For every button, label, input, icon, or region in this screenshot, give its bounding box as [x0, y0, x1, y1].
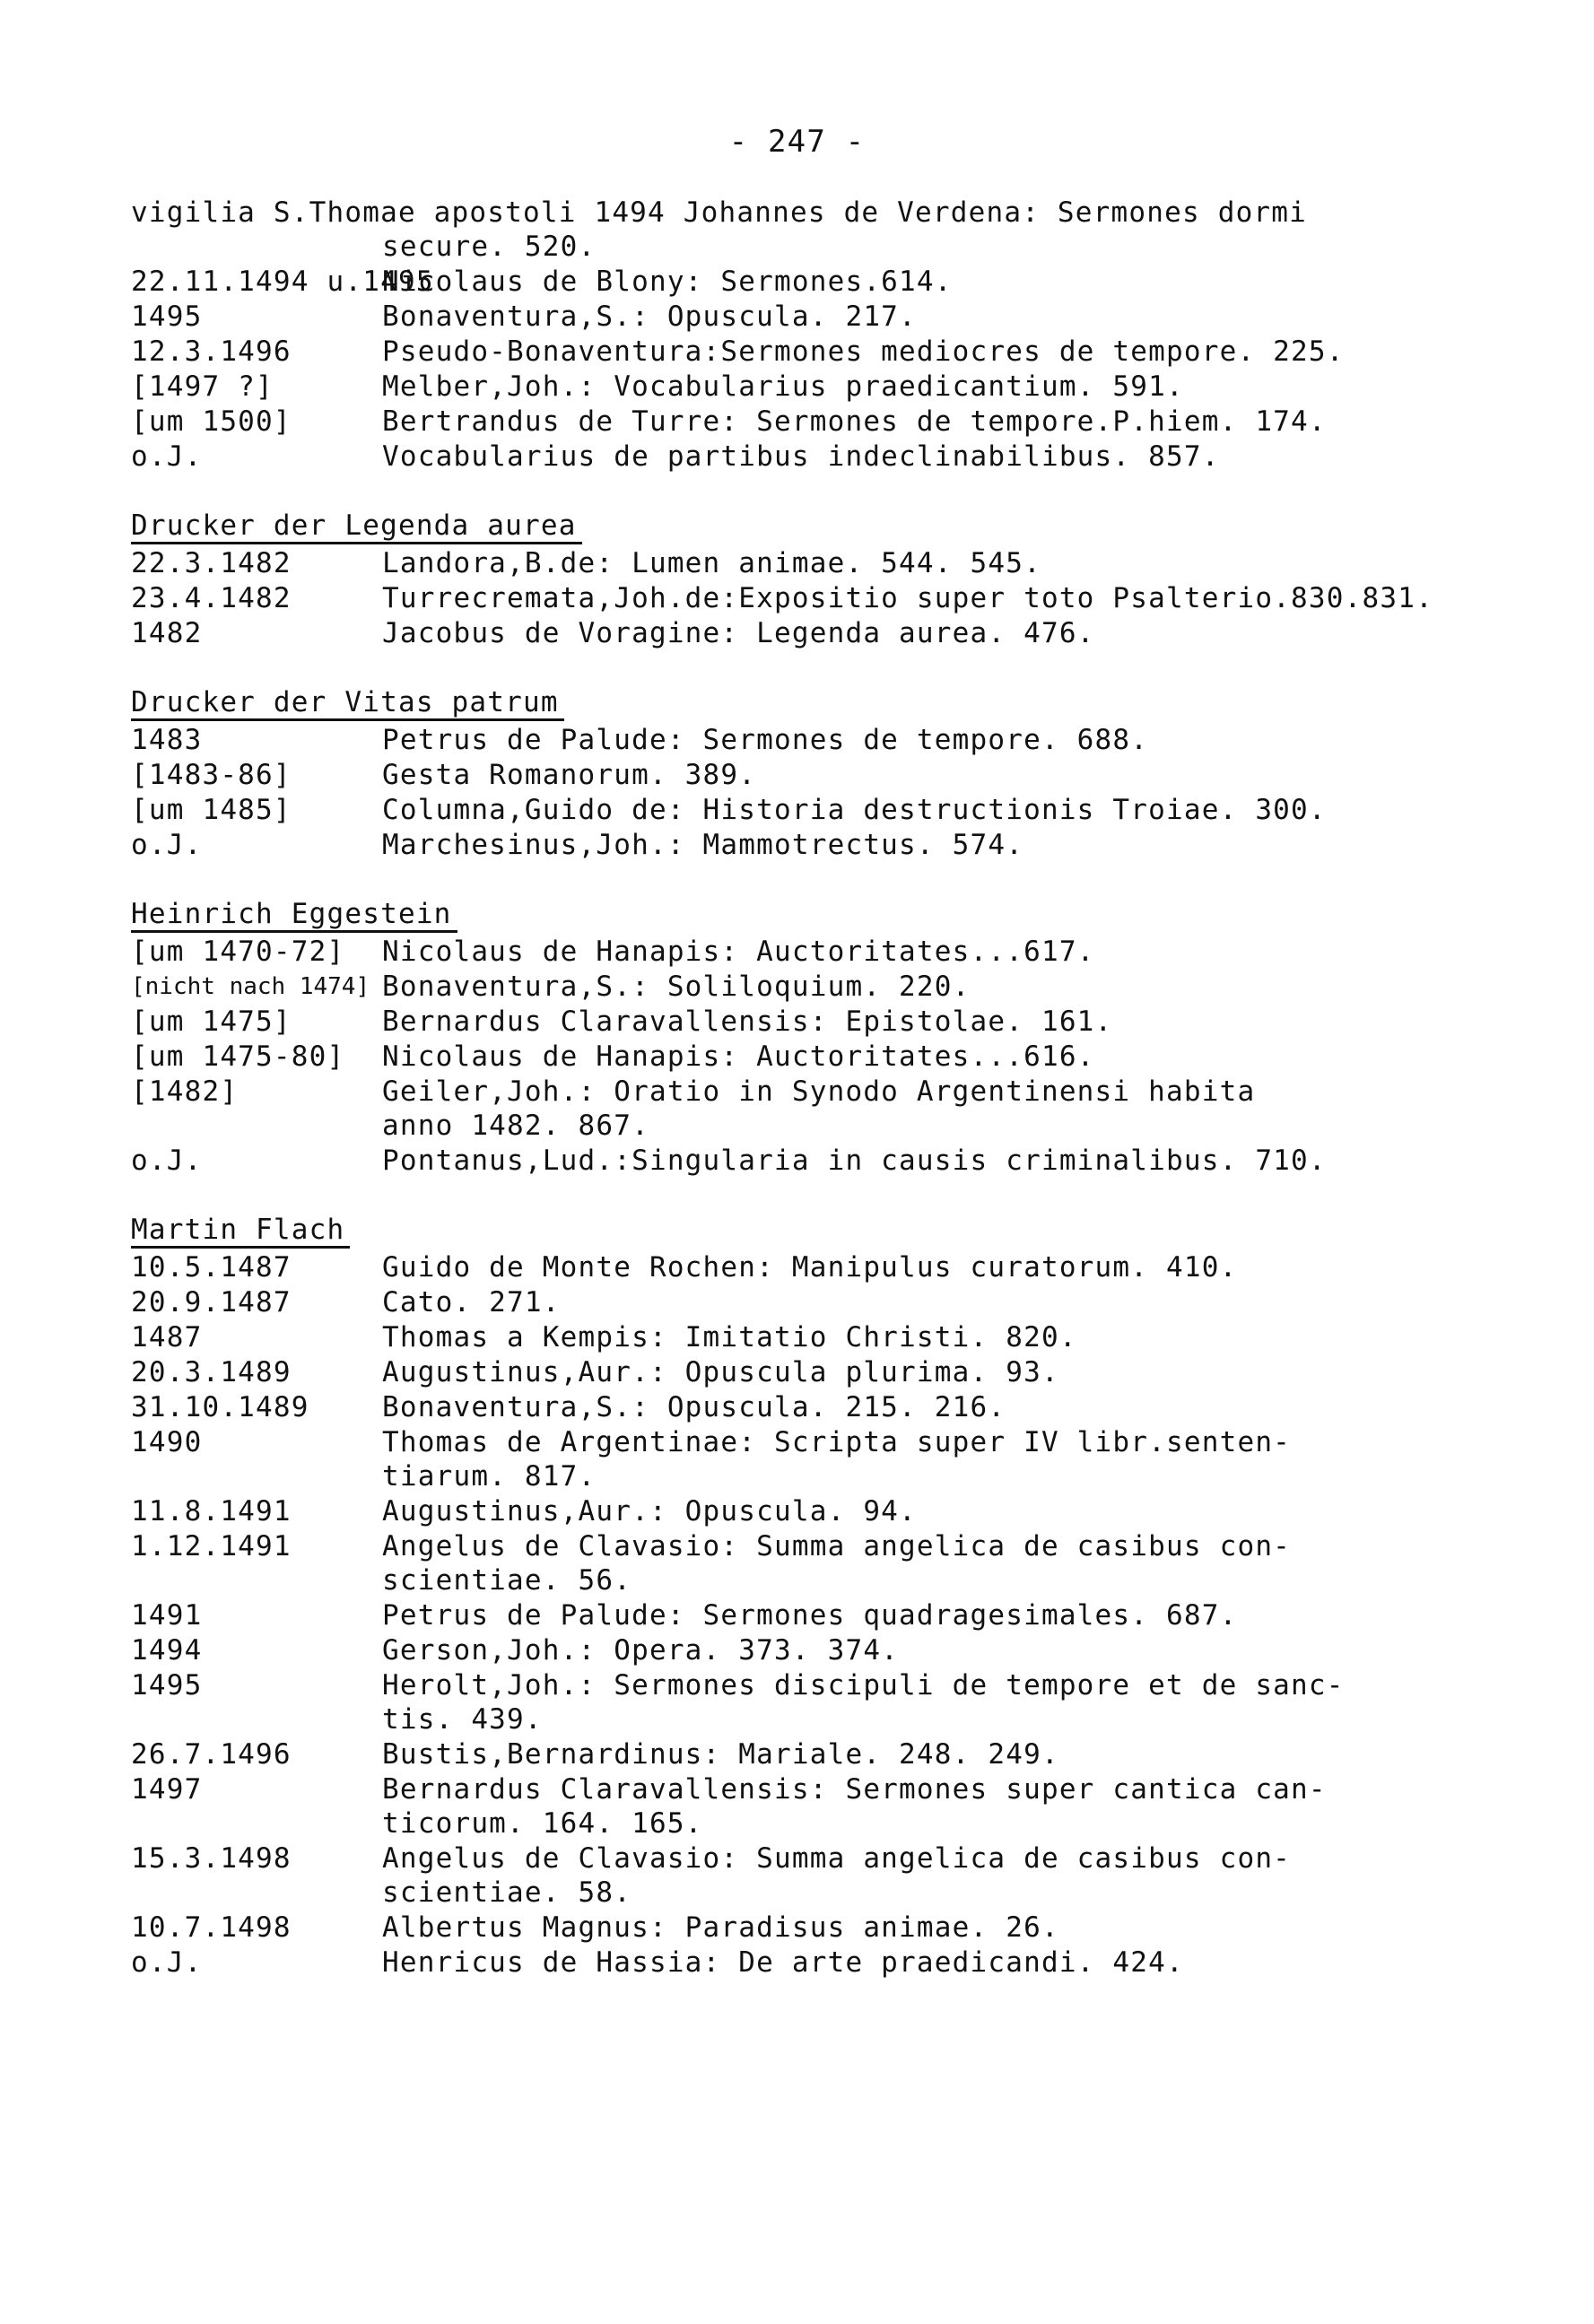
catalog-entry — [131, 1841, 1441, 1910]
entry-date: 1487 — [131, 1321, 203, 1353]
catalog-entry — [131, 1772, 1441, 1841]
entry-date: 15.3.1498 — [131, 1842, 292, 1875]
entry-text: Augustinus,Aur.: Opuscula. 94. — [382, 1495, 917, 1528]
catalog-entry — [131, 1494, 1441, 1528]
printer-section — [131, 509, 1441, 650]
entry-date: [1482] — [131, 1075, 239, 1108]
entry-date: [nicht nach 1474] — [131, 973, 370, 1000]
printer-section — [131, 898, 1441, 1178]
entry-text: Cato. 271. — [382, 1286, 561, 1319]
section-header: Heinrich Eggestein — [131, 898, 457, 933]
entry-date: 1494 — [131, 1634, 203, 1667]
catalog-entry — [131, 1633, 1441, 1667]
entry-date: o.J. — [131, 1946, 203, 1979]
catalog-entry — [131, 1320, 1441, 1354]
entry-text: Bonaventura,S.: Opuscula. 215. 216. — [382, 1391, 1006, 1423]
catalog-entry — [131, 1911, 1441, 1945]
catalog-entry — [131, 970, 1441, 1004]
entry-date: [um 1485] — [131, 794, 292, 826]
catalog-entry — [131, 581, 1441, 615]
entry-text: Bonaventura,S.: Soliloquium. 220. — [382, 971, 971, 1003]
section-header: Martin Flach — [131, 1214, 350, 1249]
catalog-entry — [131, 405, 1441, 439]
entry-text: Marchesinus,Joh.: Mammotrectus. 574. — [382, 829, 1024, 861]
entry-text: Henricus de Hassia: De arte praedicandi. 424. — [382, 1946, 1184, 1979]
entry-text: Augustinus,Aur.: Opuscula plurima. 93. — [382, 1356, 1059, 1388]
entry-text: Geiler,Joh.: Oratio in Synodo Argentinensi habita anno 1482. 867. — [382, 1075, 1256, 1142]
entry-text: Angelus de Clavasio: Summa angelica de casibus con- scientiae. 56. — [382, 1530, 1292, 1597]
entry-text: Thomas a Kempis: Imitatio Christi. 820. — [382, 1321, 1077, 1353]
catalog-entry — [131, 1005, 1441, 1039]
catalog-entry — [131, 440, 1441, 474]
entry-date: 26.7.1496 — [131, 1738, 292, 1771]
entry-date: vigilia S.Thomae apostoli 1494 — [131, 196, 666, 229]
section-header: Drucker der Legenda aurea — [131, 509, 582, 544]
printer-section — [131, 686, 1441, 862]
catalog-entry — [131, 370, 1441, 404]
entry-date: o.J. — [131, 1145, 203, 1177]
catalog-entry — [131, 1040, 1441, 1074]
page-number: - 247 - — [728, 124, 866, 160]
entry-text: Petrus de Palude: Sermones de tempore. 688. — [382, 724, 1149, 756]
catalog-entry — [131, 1075, 1441, 1143]
entry-text: Nicolaus de Blony: Sermones.614. — [382, 265, 953, 298]
printer-section — [131, 265, 1441, 474]
catalog-entry — [131, 300, 1441, 334]
entry-text: Bernardus Claravallensis: Epistolae. 161. — [382, 1005, 1113, 1038]
entry-date: 1495 — [131, 1669, 203, 1702]
entry-date: [um 1500] — [131, 405, 292, 438]
entry-date: [1497 ?] — [131, 370, 274, 403]
entry-continuation: secure. 520. — [382, 231, 597, 263]
entry-text: Gerson,Joh.: Opera. 373. 374. — [382, 1634, 900, 1667]
entry-date: 10.7.1498 — [131, 1911, 292, 1944]
entry-text: Johannes de Verdena: Sermones dormi — [683, 196, 1308, 229]
entry-text: Pontanus,Lud.:Singularia in causis criminalibus. 710. — [382, 1145, 1327, 1177]
entry-date: [1483-86] — [131, 759, 292, 791]
catalog-entry — [131, 265, 1441, 299]
catalog-entry — [131, 1355, 1441, 1389]
entry-date: 11.8.1491 — [131, 1495, 292, 1528]
entry-date: 22.3.1482 — [131, 547, 292, 579]
entry-date: [um 1470-72] — [131, 936, 345, 968]
catalog-list — [131, 196, 1441, 1980]
entry-text: Angelus de Clavasio: Summa angelica de casibus con- scientiae. 58. — [382, 1842, 1292, 1909]
entry-text: Bernardus Claravallensis: Sermones super cantica can- ticorum. 164. 165. — [382, 1773, 1327, 1840]
catalog-entry — [131, 196, 1441, 264]
entry-text: Albertus Magnus: Paradisus animae. 26. — [382, 1911, 1059, 1944]
catalog-entry — [131, 616, 1441, 650]
entry-date: 1482 — [131, 617, 203, 649]
entry-text: Nicolaus de Hanapis: Auctoritates...616. — [382, 1040, 1095, 1073]
catalog-entry — [131, 723, 1441, 757]
entry-text: Jacobus de Voragine: Legenda aurea. 476. — [382, 617, 1095, 649]
catalog-entry — [131, 335, 1441, 369]
entry-date: 22.11.1494 u.1495 — [131, 265, 434, 298]
entry-text: Bustis,Bernardinus: Mariale. 248. 249. — [382, 1738, 1059, 1771]
entry-date: [um 1475] — [131, 1005, 292, 1038]
entry-text: Turrecremata,Joh.de:Expositio super toto Psalterio.830.831. — [382, 582, 1433, 614]
catalog-entry — [131, 1737, 1441, 1771]
entry-date: o.J. — [131, 829, 203, 861]
catalog-entry — [131, 1250, 1441, 1284]
printer-section — [131, 1214, 1441, 1980]
entry-date: 12.3.1496 — [131, 335, 292, 368]
entry-text: Columna,Guido de: Historia destructionis Troiae. 300. — [382, 794, 1327, 826]
entry-date: [um 1475-80] — [131, 1040, 345, 1073]
entry-text: Vocabularius de partibus indeclinabilibus. 857. — [382, 440, 1220, 473]
catalog-entry — [131, 1945, 1441, 1980]
entry-text: Gesta Romanorum. 389. — [382, 759, 757, 791]
entry-date: 1497 — [131, 1773, 203, 1806]
entry-text: Bonaventura,S.: Opuscula. 217. — [382, 300, 917, 333]
catalog-entry — [131, 758, 1441, 792]
entry-text: Landora,B.de: Lumen animae. 544. 545. — [382, 547, 1041, 579]
sections-container — [131, 265, 1441, 1980]
catalog-entry — [131, 935, 1441, 969]
entry-text: Herolt,Joh.: Sermones discipuli de tempore et de sanc- tis. 439. — [382, 1669, 1345, 1736]
entry-date: 1490 — [131, 1426, 203, 1458]
catalog-entry — [131, 546, 1441, 580]
entry-date: o.J. — [131, 440, 203, 473]
entry-date: 1491 — [131, 1599, 203, 1632]
catalog-entry — [131, 1285, 1441, 1319]
catalog-entry — [131, 1529, 1441, 1597]
entry-text: Petrus de Palude: Sermones quadragesimales. 687. — [382, 1599, 1238, 1632]
entry-date: 10.5.1487 — [131, 1251, 292, 1284]
entry-date: 31.10.1489 — [131, 1391, 309, 1423]
catalog-entry — [131, 1598, 1441, 1632]
entry-text: Guido de Monte Rochen: Manipulus curatorum. 410. — [382, 1251, 1238, 1284]
catalog-entry — [131, 1390, 1441, 1424]
entry-text: Thomas de Argentinae: Scripta super IV libr.senten- tiarum. 817. — [382, 1426, 1292, 1493]
catalog-entry — [131, 1425, 1441, 1493]
entry-text: Bertrandus de Turre: Sermones de tempore.P.hiem. 174. — [382, 405, 1327, 438]
entry-text: Pseudo-Bonaventura:Sermones mediocres de tempore. 225. — [382, 335, 1345, 368]
catalog-entry — [131, 1144, 1441, 1178]
entry-date: 20.9.1487 — [131, 1286, 292, 1319]
entry-date: 1483 — [131, 724, 203, 756]
section-header: Drucker der Vitas patrum — [131, 686, 564, 721]
entry-date: 1495 — [131, 300, 203, 333]
entry-text: Melber,Joh.: Vocabularius praedicantium. 591. — [382, 370, 1184, 403]
catalog-entry — [131, 793, 1441, 827]
first-entry-line — [131, 196, 1441, 230]
entry-text: Nicolaus de Hanapis: Auctoritates...617. — [382, 936, 1095, 968]
catalog-entry — [131, 1668, 1441, 1736]
entry-date: 23.4.1482 — [131, 582, 292, 614]
catalog-entry — [131, 828, 1441, 862]
entry-date: 1.12.1491 — [131, 1530, 292, 1562]
entry-date: 20.3.1489 — [131, 1356, 292, 1388]
